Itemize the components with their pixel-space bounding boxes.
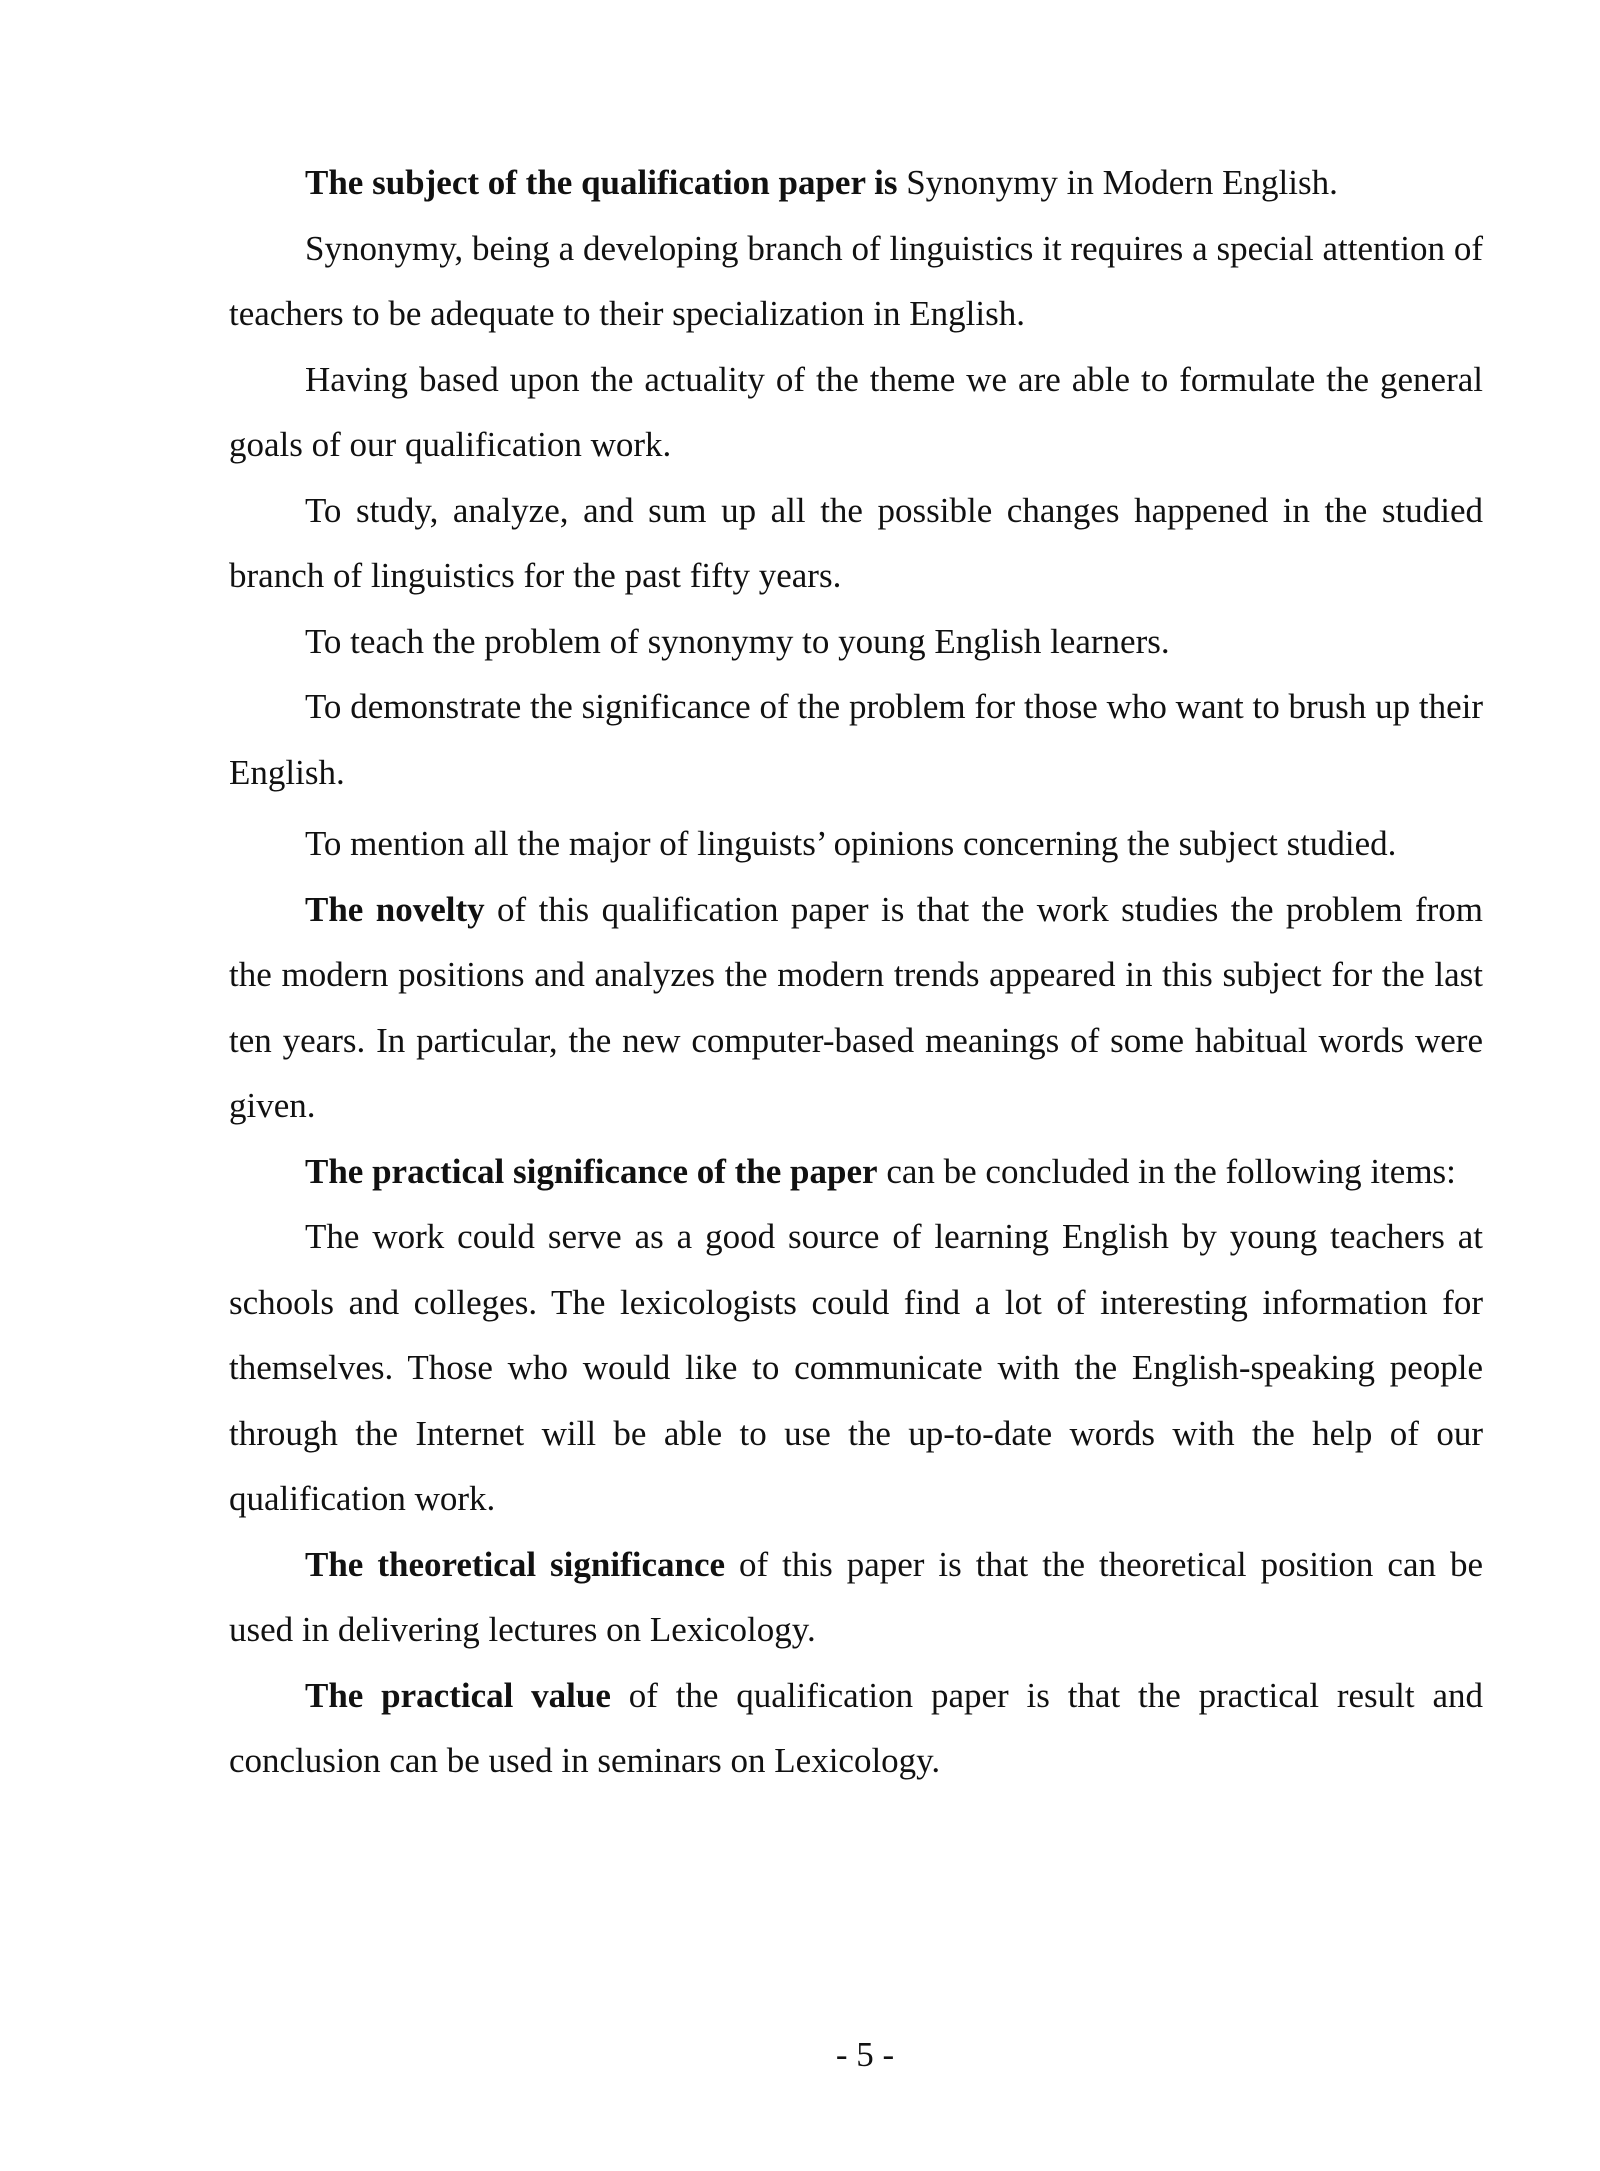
paragraph-lead: The novelty [305,889,485,929]
paragraph-text: To demonstrate the significance of the problem for those who want to brush up their English. [229,687,1483,792]
document-body [229,150,1483,1794]
paragraph-text: of this qualification paper is that the work studies the problem from the modern positions and analyzes the modern trends appeared in this subject for the last ten years. In particular, the new computer-based meanings of some habitual words were given. [229,889,1483,1125]
paragraph-practical-value [229,1663,1483,1794]
paragraph-goals [229,347,1483,478]
paragraph-subject [229,150,1483,216]
paragraph-text: of this paper is that the theoretical position can be used in delivering lectures on Lexicology. [229,1544,1483,1649]
paragraph-lead: The practical significance of the paper [305,1151,878,1191]
paragraph-text: To mention all the major of linguists’ opinions concerning the subject studied. [305,824,1397,863]
paragraph-goal-demonstrate [229,674,1483,805]
paragraph-synonymy [229,216,1483,347]
paragraph-text: Synonymy, being a developing branch of linguistics it requires a special attention of teachers to be adequate to their specialization in English. [229,228,1483,333]
paragraph-lead: The theoretical significance [305,1544,726,1584]
paragraph-text: of the qualification paper is that the practical result and conclusion can be used in seminars on Lexicology. [229,1675,1483,1780]
paragraph-text: can be concluded in the following items: [877,1151,1456,1191]
paragraph-practical-significance [229,1139,1483,1205]
paragraph-goal-study [229,478,1483,609]
paragraph-goal-teach [229,609,1483,675]
paragraph-lead: The subject of the qualification paper is [305,163,898,202]
paragraph-novelty [229,877,1483,1139]
paragraph-text: Synonymy in Modern English. [897,163,1338,202]
paragraph-text: To study, analyze, and sum up all the possible changes happened in the studied branch of linguistics for the past fifty years. [229,490,1483,595]
paragraph-text: To teach the problem of synonymy to young English learners. [305,621,1170,661]
page-number: - 5 - [835,2035,895,2074]
paragraph-goal-mention [229,811,1483,877]
paragraph-text: Having based upon the actuality of the theme we are able to formulate the general goals of our qualification work. [229,359,1483,464]
paragraph-work-serve [229,1204,1483,1532]
paragraph-theoretical-significance [229,1532,1483,1663]
paragraph-text: The work could serve as a good source of learning English by young teachers at schools and colleges. The lexicologists could find a lot of interesting information for themselves. Those who would like to communicate with the English-speaking people through the Internet will be able to use the up-to-date words with the help of our qualification work. [229,1217,1483,1518]
paragraph-lead: The practical value [305,1675,611,1715]
